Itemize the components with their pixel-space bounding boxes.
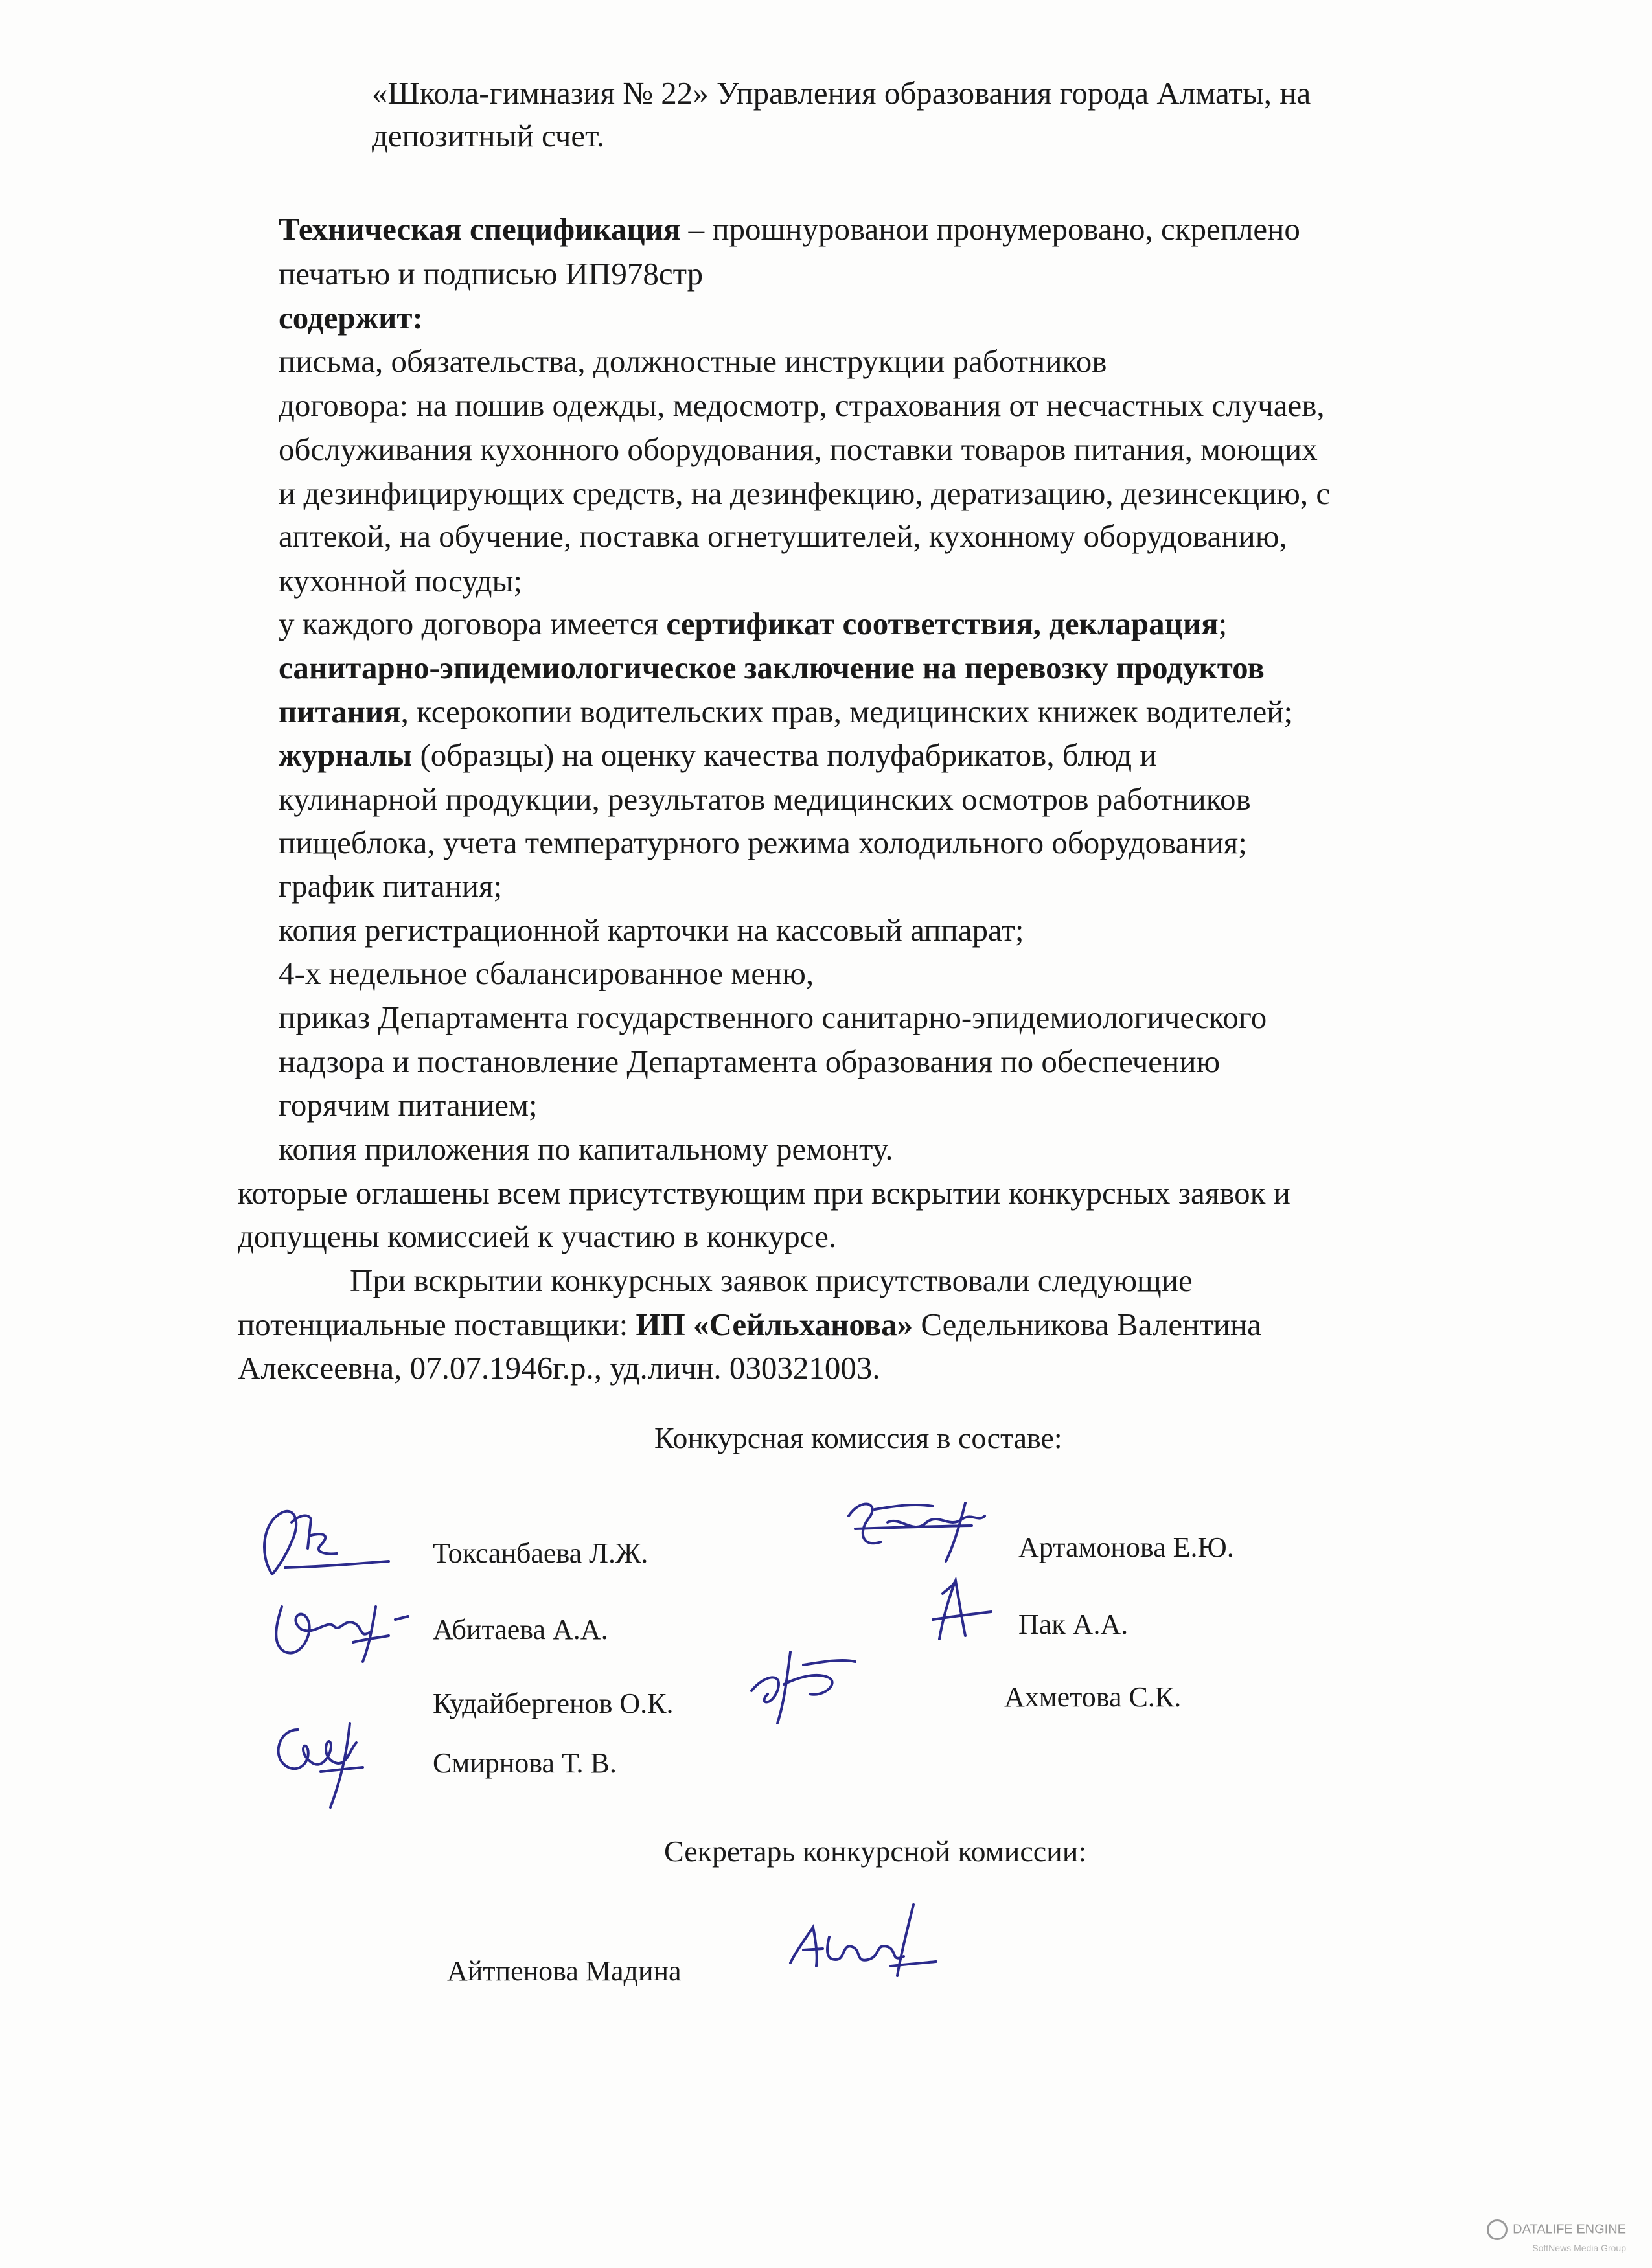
- text-line: копия регистрационной карточки на кассовый аппарат;: [279, 912, 1024, 948]
- member-name: Ахметова С.К.: [1004, 1681, 1182, 1713]
- member-name: Кудайбергенов О.К.: [433, 1688, 674, 1719]
- spec-heading-line: [279, 209, 1300, 249]
- text-line: [279, 692, 1292, 732]
- text-line: письма, обязательства, должностные инструкции работников: [279, 343, 1107, 379]
- text-line: кухонной посуды;: [279, 563, 523, 599]
- signature-aitpenova: [777, 1892, 946, 1992]
- text-line: пищеблока, учета температурного режима холодильного оборудования;: [279, 825, 1247, 860]
- text-line: кулинарной продукции, результатов медицинских осмотров работников: [279, 781, 1251, 817]
- signature-smirnova: [259, 1710, 369, 1817]
- member-name: Смирнова Т. В.: [433, 1747, 617, 1779]
- bold-span: питания: [279, 694, 401, 729]
- text-line: обслуживания кухонного оборудования, поставки товаров питания, моющих: [279, 431, 1318, 467]
- member-name: Токсанбаева Л.Ж.: [433, 1537, 648, 1569]
- text-span: , ксерокопии водительских прав, медицинских книжек водителей;: [400, 694, 1293, 729]
- spec-heading: Техническая спецификация: [279, 211, 681, 247]
- text-line: [238, 1305, 1261, 1345]
- text-span: ;: [1218, 606, 1228, 641]
- supplier-name: ИП «Сейльханова»: [636, 1307, 913, 1342]
- text-line: Алексеевна, 07.07.1946г.р., уд.личн. 030321003.: [238, 1350, 880, 1386]
- signature-abitaeva: [256, 1581, 411, 1675]
- text-span: у каждого договора имеется: [279, 606, 667, 641]
- text-line: «Школа-гимназия № 22» Управления образования города Алматы, на: [372, 75, 1311, 111]
- watermark-line2: SoftNews Media Group: [1532, 2243, 1626, 2253]
- text-line: 4-х недельное сбалансированное меню,: [279, 956, 814, 991]
- bold-line: санитарно-эпидемиологическое заключение на перевозку продуктов: [279, 650, 1265, 685]
- secretary-name: Айтпенова Мадина: [447, 1955, 682, 1987]
- text-line: и дезинфицирующих средств, на дезинфекцию, дератизацию, дезинсекцию, с: [279, 475, 1331, 511]
- bold-span: журналы: [279, 737, 413, 773]
- text-line: [279, 604, 1227, 644]
- text-line: При вскрытии конкурсных заявок присутствовали следующие: [350, 1263, 1193, 1298]
- text-line: горячим питанием;: [279, 1087, 538, 1123]
- text-span: Седельникова Валентина: [913, 1307, 1261, 1342]
- signature-pak: [894, 1574, 998, 1649]
- text-line: которые оглашены всем присутствующим при вскрытии конкурсных заявок и: [238, 1175, 1291, 1211]
- bold-span: сертификат соответствия, декларация: [666, 606, 1219, 641]
- text-line: [279, 735, 1157, 775]
- watermark-line1: DATALIFE ENGINE: [1513, 2222, 1626, 2237]
- text-line: приказ Департамента государственного санитарно-эпидемиологического: [279, 1000, 1267, 1035]
- text-line: график питания;: [279, 868, 503, 904]
- text-line: аптекой, на обучение, поставка огнетушителей, кухонному оборудованию,: [279, 518, 1287, 554]
- text-line: допущены комиссией к участию в конкурсе.: [238, 1219, 837, 1254]
- text-line: депозитный счет.: [372, 118, 605, 154]
- secretary-title: Секретарь конкурсной комиссии:: [664, 1835, 1087, 1868]
- signature-kudaibergenov: [732, 1639, 862, 1733]
- text-line: надзора и постановление Департамента образования по обеспечению: [279, 1044, 1221, 1079]
- signature-artamonova: [836, 1490, 998, 1571]
- text-line: копия приложения по капитальному ремонту.: [279, 1131, 893, 1167]
- text-span: потенциальные поставщики:: [238, 1307, 636, 1342]
- contains-heading: содержит:: [279, 300, 423, 336]
- member-name: Пак А.А.: [1018, 1609, 1129, 1640]
- commission-title: Конкурсная комиссия в составе:: [654, 1421, 1062, 1454]
- text-span: (образцы) на оценку качества полуфабрикатов, блюд и: [412, 737, 1157, 773]
- member-name: Абитаева А.А.: [433, 1614, 608, 1645]
- spec-heading-rest: – прошнурованои пронумеровано, скреплено: [680, 211, 1300, 247]
- text-line: договора: на пошив одежды, медосмотр, страхования от несчастных случаев,: [279, 387, 1325, 423]
- datalife-logo-icon: [1487, 2219, 1508, 2240]
- watermark: [1487, 2219, 1626, 2255]
- text-line: печатью и подписью ИП978стр: [279, 256, 704, 292]
- member-name: Артамонова Е.Ю.: [1018, 1531, 1234, 1563]
